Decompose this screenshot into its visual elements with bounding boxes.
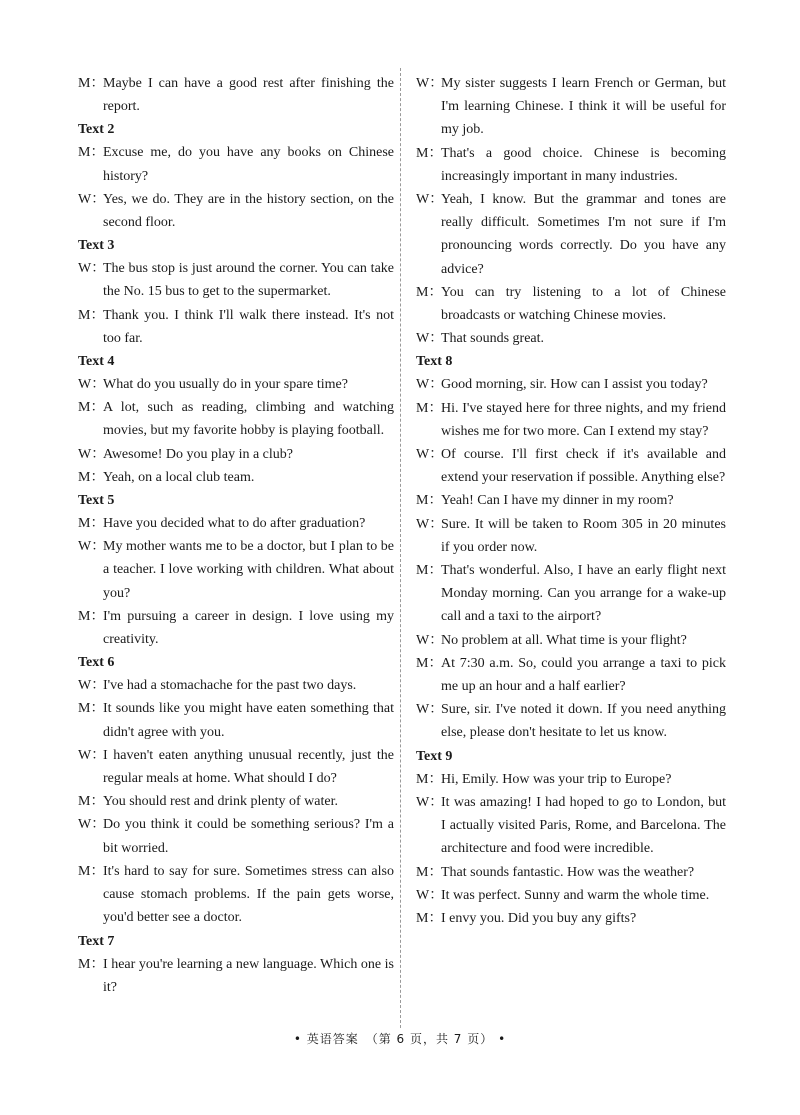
- dialogue-text: Of course. I'll first check if it's available and extend your reservation if possible. Anything else?: [441, 447, 726, 486]
- speaker-label: M：: [78, 76, 105, 91]
- dialogue-text: It was amazing! I had hoped to go to London, but I actually visited Paris, Rome, and Barcelona. The architecture and food were incredible.: [441, 794, 726, 857]
- speaker-label: W：: [78, 191, 106, 207]
- dialogue-text: I'm pursuing a career in design. I love using my creativity.: [103, 608, 394, 648]
- dialogue-line: [78, 396, 394, 442]
- speaker-label: W：: [78, 261, 106, 277]
- speaker-label: M：: [416, 400, 443, 416]
- dialogue-line: [78, 72, 394, 118]
- speaker-label: M：: [416, 284, 443, 300]
- dialogue-text: That's a good choice. Chinese is becoming increasingly important in many industries.: [441, 145, 726, 184]
- speaker-label: W：: [416, 516, 444, 532]
- dialogue-text: It's hard to say for sure. Sometimes stress can also cause stomach problems. If the pain gets worse, you'd better see a doctor.: [103, 863, 394, 926]
- section-heading: Text 2: [78, 122, 115, 138]
- dialogue-text: Yeah, I know. But the grammar and tones are really difficult. Sometimes I'm not sure if I'm pronouncing words correctly. Do you have any advice?: [441, 192, 726, 277]
- dialogue-text: Excuse me, do you have any books on Chinese history?: [103, 145, 394, 184]
- dialogue-line: [416, 652, 726, 698]
- dialogue-text: Maybe I can have a good rest after finishing the report.: [103, 76, 394, 115]
- dialogue-text: I envy you. Did you buy any gifts?: [441, 910, 637, 926]
- speaker-label: W：: [416, 887, 444, 903]
- speaker-label: W：: [78, 817, 106, 833]
- speaker-label: W：: [78, 539, 106, 555]
- dialogue-text: What do you usually do in your spare time?: [103, 377, 348, 393]
- dialogue-text: Yeah, on a local club team.: [103, 469, 255, 485]
- dialogue-line: [416, 188, 726, 281]
- speaker-label: W：: [416, 331, 444, 347]
- section-heading: Text 8: [416, 354, 453, 370]
- speaker-label: M：: [78, 701, 105, 717]
- dialogue-line: [78, 512, 394, 535]
- dialogue-text: My sister suggests I learn French or German, but I'm learning Chinese. I think it will be useful for my job.: [441, 76, 726, 138]
- dialogue-line: [416, 629, 726, 652]
- dialogue-text: The bus stop is just around the corner. You can take the No. 15 bus to get to the supermarket.: [103, 261, 394, 300]
- dialogue-text: My mother wants me to be a doctor, but I plan to be a teacher. I love working with children. What about you?: [103, 539, 394, 601]
- dialogue-line: [78, 443, 394, 466]
- dialogue-line: [78, 813, 394, 859]
- speaker-label: M：: [78, 516, 105, 532]
- dialogue-text: Sure, sir. I've noted it down. If you need anything else, please don't hesitate to let us know.: [441, 702, 726, 741]
- speaker-label: M：: [78, 863, 105, 879]
- speaker-label: W：: [416, 794, 444, 810]
- dialogue-line: [78, 744, 394, 790]
- speaker-label: M：: [416, 771, 443, 787]
- speaker-label: W：: [416, 377, 444, 393]
- dialogue-line: [416, 513, 726, 559]
- section-heading: Text 4: [78, 354, 115, 370]
- dialogue-line: [416, 698, 726, 744]
- dialogue-line: [78, 257, 394, 303]
- speaker-label: M：: [78, 956, 105, 972]
- dialogue-line: [416, 768, 726, 791]
- speaker-label: M：: [78, 794, 105, 810]
- page-footer: • 英语答案 （第 6 页，共 7 页） •: [293, 1032, 507, 1046]
- dialogue-line: [78, 141, 394, 187]
- dialogue-text: Have you decided what to do after graduation?: [103, 516, 366, 532]
- speaker-label: M：: [416, 563, 443, 579]
- dialogue-text: That sounds great.: [441, 331, 545, 347]
- section-heading: Text 7: [78, 933, 115, 949]
- dialogue-line: [78, 466, 394, 489]
- speaker-label: M：: [416, 145, 443, 161]
- speaker-label: W：: [78, 678, 106, 694]
- section-heading: Text 6: [78, 655, 115, 671]
- dialogue-line: [416, 281, 726, 327]
- dialogue-line: [416, 327, 726, 350]
- speaker-label: W：: [416, 192, 444, 208]
- dialogue-line: [416, 397, 726, 443]
- dialogue-line: [78, 373, 394, 396]
- speaker-label: W：: [416, 702, 444, 718]
- speaker-label: M：: [78, 608, 105, 624]
- dialogue-text: I haven't eaten anything unusual recently, just the regular meals at home. What should I do?: [103, 747, 394, 787]
- dialogue-text: Hi, Emily. How was your trip to Europe?: [441, 771, 672, 787]
- speaker-label: M：: [78, 469, 105, 485]
- dialogue-text: Yes, we do. They are in the history section, on the second floor.: [103, 191, 394, 231]
- speaker-label: M：: [78, 145, 105, 161]
- dialogue-line: [78, 953, 394, 999]
- dialogue-line: [78, 304, 394, 350]
- dialogue-text: A lot, such as reading, climbing and watching movies, but my favorite hobby is playing football.: [103, 400, 394, 439]
- speaker-label: M：: [78, 307, 105, 323]
- dialogue-line: [416, 559, 726, 629]
- dialogue-line: [416, 443, 726, 489]
- speaker-label: W：: [416, 447, 444, 463]
- dialogue-text: Yeah! Can I have my dinner in my room?: [441, 493, 674, 509]
- dialogue-line: [78, 674, 394, 697]
- dialogue-line: [416, 142, 726, 188]
- dialogue-text: It sounds like you might have eaten something that didn't agree with you.: [103, 701, 394, 740]
- dialogue-line: [78, 605, 394, 651]
- speaker-label: W：: [416, 632, 444, 648]
- dialogue-line: [416, 791, 726, 861]
- speaker-label: W：: [416, 76, 444, 91]
- dialogue-line: [416, 489, 726, 512]
- dialogue-text: No problem at all. What time is your flight?: [441, 632, 687, 648]
- dialogue-text: It was perfect. Sunny and warm the whole time.: [441, 887, 710, 903]
- dialogue-line: [78, 697, 394, 743]
- left-column: [78, 72, 394, 999]
- dialogue-text: That's wonderful. Also, I have an early flight next Monday morning. Can you arrange for a wake-up call and a taxi to the airport?: [441, 563, 726, 625]
- dialogue-line: [78, 188, 394, 234]
- speaker-label: M：: [416, 655, 443, 671]
- dialogue-line: [416, 373, 726, 396]
- section-heading: Text 9: [416, 748, 453, 764]
- speaker-label: W：: [78, 446, 106, 462]
- dialogue-text: Do you think it could be something serious? I'm a bit worried.: [103, 817, 394, 856]
- dialogue-text: I hear you're learning a new language. Which one is it?: [103, 956, 394, 995]
- speaker-label: W：: [78, 377, 106, 393]
- speaker-label: M：: [78, 400, 105, 416]
- right-column: [416, 72, 726, 930]
- dialogue-line: [416, 861, 726, 884]
- section-heading: Text 3: [78, 238, 115, 254]
- dialogue-line: [78, 535, 394, 605]
- dialogue-text: You should rest and drink plenty of water.: [103, 794, 338, 810]
- dialogue-text: I've had a stomachache for the past two days.: [103, 678, 357, 694]
- dialogue-text: Sure. It will be taken to Room 305 in 20 minutes if you order now.: [441, 516, 726, 555]
- dialogue-text: Thank you. I think I'll walk there instead. It's not too far.: [103, 307, 394, 346]
- dialogue-text: Awesome! Do you play in a club?: [103, 446, 293, 462]
- dialogue-text: Hi. I've stayed here for three nights, and my friend wishes me for two more. Can I extend my stay?: [441, 400, 726, 439]
- dialogue-text: At 7:30 a.m. So, could you arrange a taxi to pick me up an hour and a half earlier?: [441, 655, 726, 695]
- dialogue-line: [78, 860, 394, 930]
- dialogue-line: [416, 884, 726, 907]
- speaker-label: M：: [416, 864, 443, 880]
- dialogue-line: [416, 72, 726, 142]
- dialogue-line: [78, 790, 394, 813]
- speaker-label: M：: [416, 910, 443, 926]
- section-heading: Text 5: [78, 493, 115, 509]
- dialogue-text: That sounds fantastic. How was the weather?: [441, 864, 695, 880]
- speaker-label: M：: [416, 493, 443, 509]
- dialogue-line: [416, 907, 726, 930]
- column-divider: [400, 68, 401, 1028]
- dialogue-text: Good morning, sir. How can I assist you today?: [441, 377, 708, 393]
- speaker-label: W：: [78, 747, 106, 763]
- dialogue-text: You can try listening to a lot of Chinese broadcasts or watching Chinese movies.: [441, 284, 726, 324]
